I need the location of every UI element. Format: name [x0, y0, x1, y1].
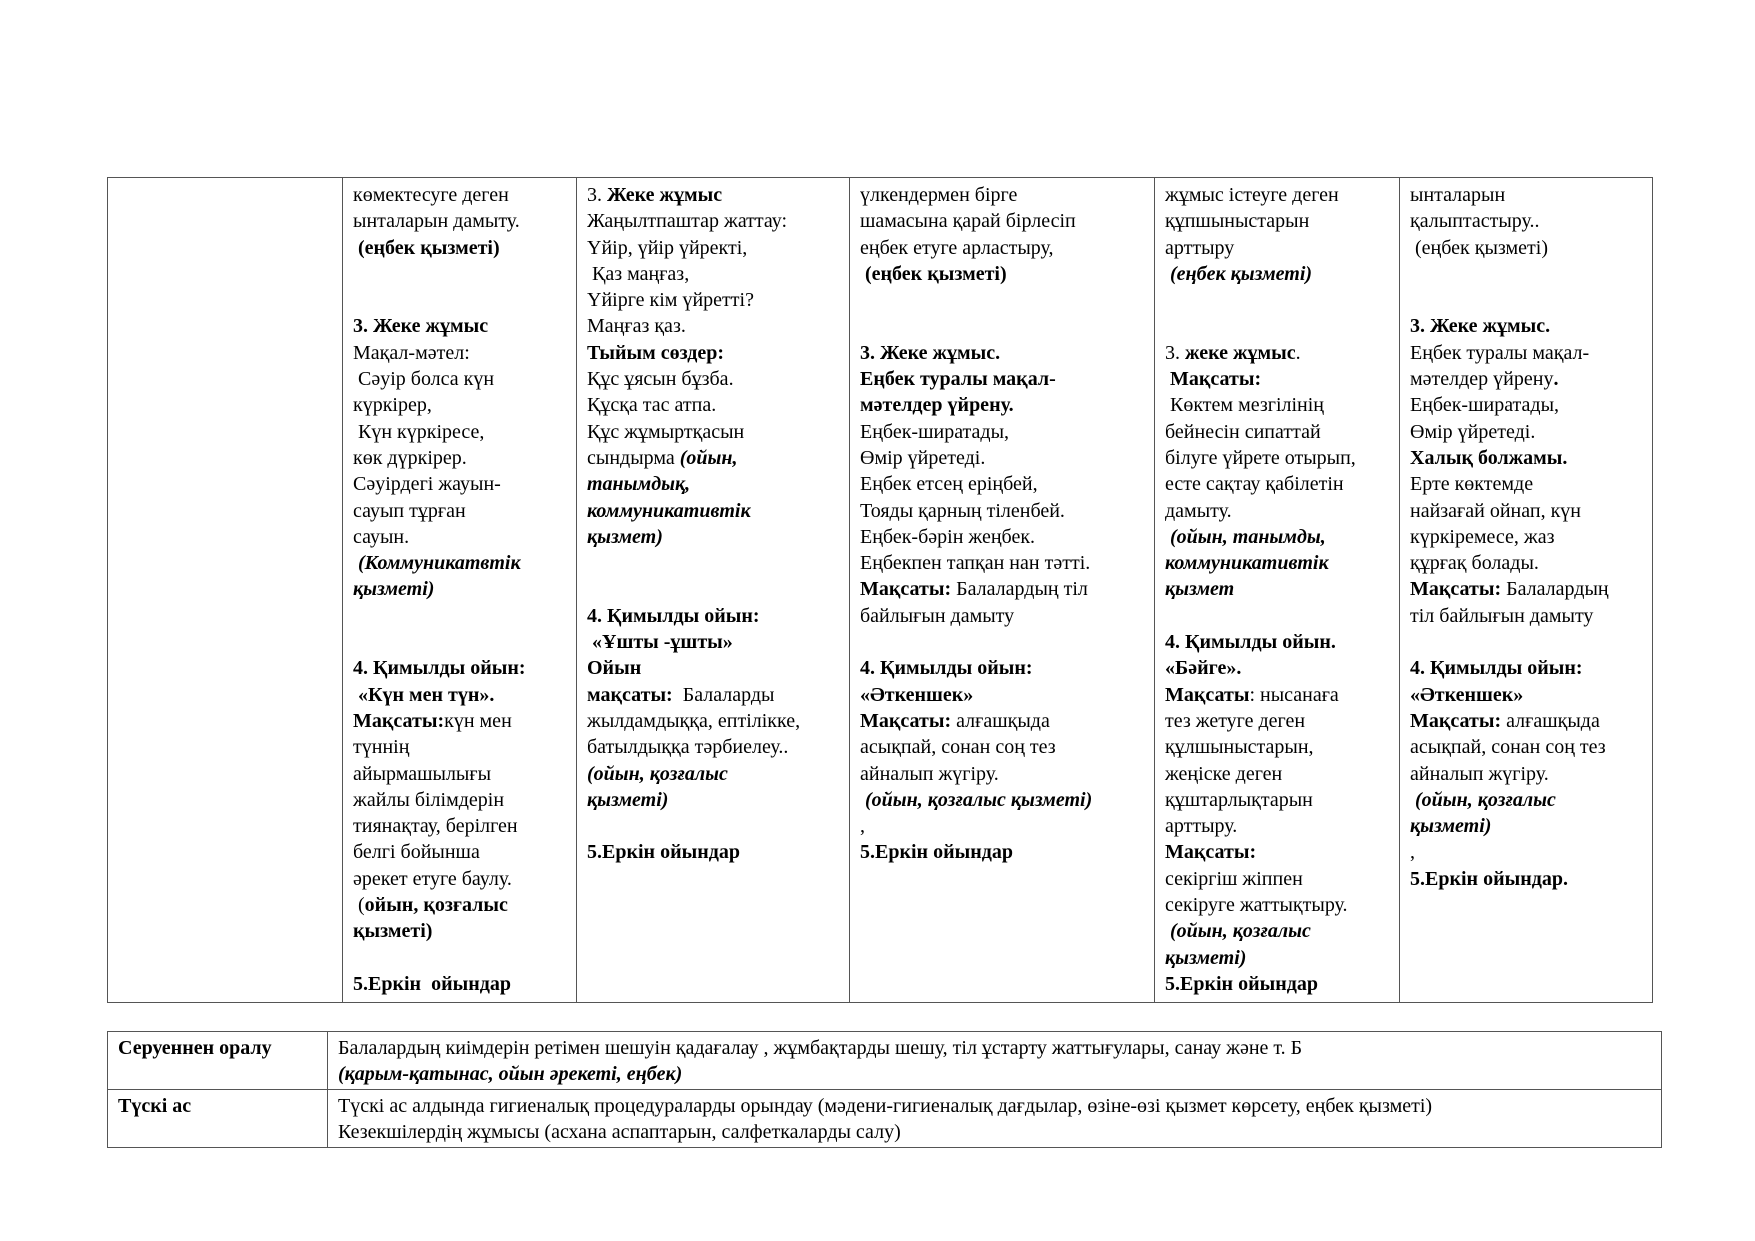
text-run: Мақсаты:: [1410, 709, 1502, 732]
text-line: [1410, 208, 1644, 234]
empty-cell: [108, 178, 343, 1003]
text-line: [353, 445, 568, 471]
table-row: [108, 1032, 1662, 1090]
text-line: [1410, 866, 1644, 892]
text-line: [860, 471, 1146, 497]
text-line: [1165, 182, 1391, 208]
text-run: қалыптастыру..: [1410, 210, 1540, 233]
text-line: [860, 392, 1146, 418]
content-line: Түскі ас алдында гигиеналық процедураларды орындау (мәдени-гигиеналық дағдылар, өзіне-өзі қызмет көрсету, еңбек қызметі): [338, 1095, 1433, 1117]
text-run: еңбек етуге арластыру,: [860, 236, 1054, 259]
blank-line: [1410, 287, 1644, 313]
text-run: қызметі): [353, 920, 433, 943]
text-line: [860, 366, 1146, 392]
text-run: 4. Қимылды ойын.: [1165, 631, 1336, 654]
text-run: 4. Қимылды ойын:: [353, 657, 526, 680]
activity-table: [107, 177, 1653, 1003]
text-run: белгі бойынша: [353, 841, 480, 864]
text-run: 5.Еркін ойындар.: [1410, 867, 1568, 890]
content-line: Кезекшілердің жұмысы (асхана аспаптарын, салфеткаларды салу): [338, 1121, 901, 1143]
text-run: қызмет: [1165, 578, 1235, 601]
text-run: әрекет етуге баулу.: [353, 867, 512, 890]
text-run: (: [353, 894, 365, 917]
text-run: Көктем мезгілінің: [1165, 394, 1325, 417]
text-run: 4. Қимылды ойын:: [860, 657, 1033, 680]
text-line: [353, 655, 568, 681]
text-line: [860, 182, 1146, 208]
text-line: [860, 340, 1146, 366]
text-run: арттыру: [1165, 236, 1235, 259]
text-line: [353, 971, 568, 997]
text-line: [1165, 550, 1391, 576]
text-run: құпшыныстарын: [1165, 210, 1310, 233]
text-line: [860, 419, 1146, 445]
text-run: ,: [1410, 841, 1415, 864]
text-line: [1165, 761, 1391, 787]
text-line: [353, 498, 568, 524]
text-run: құрғақ болады.: [1410, 552, 1539, 575]
text-run: айналып жүгіру.: [1410, 762, 1549, 785]
text-line: [1165, 235, 1391, 261]
text-run: «Күн мен түн».: [353, 683, 495, 706]
blank-line: [353, 945, 568, 971]
text-run: шамасына қарай бірлесіп: [860, 210, 1076, 233]
text-run: Ойын: [587, 657, 642, 680]
text-line: [353, 787, 568, 813]
text-run: Мақсаты:: [1165, 841, 1257, 864]
text-line: [860, 839, 1146, 865]
text-run: (еңбек қызметі): [860, 262, 1007, 285]
text-line: [587, 366, 841, 392]
text-run: түннің: [353, 736, 410, 759]
text-run: қызмет): [587, 525, 663, 548]
text-run: ,: [860, 815, 865, 838]
text-run: есте сақтау қабілетін: [1165, 473, 1344, 496]
text-line: [860, 682, 1146, 708]
text-line: [1410, 524, 1644, 550]
text-line: [1410, 655, 1644, 681]
table-row: [108, 178, 1653, 1003]
content-line: Балалардың киімдерін ретімен шешуін қадағалау , жұмбақтарды шешу, тіл ұстарту жаттығулары, санау және т. Б: [338, 1037, 1303, 1059]
text-line: [860, 761, 1146, 787]
schedule-table: [107, 1031, 1662, 1148]
text-run: Сәуір болса күн: [353, 368, 495, 391]
text-run: Ерте көктемде: [1410, 473, 1534, 496]
row-content: [328, 1090, 1662, 1148]
text-line: [587, 761, 841, 787]
text-run: (еңбек қызметі): [1410, 236, 1549, 259]
blank-line: [353, 629, 568, 655]
text-run: мәтелдер үйрену: [1410, 368, 1554, 391]
text-line: [1410, 313, 1644, 339]
text-run: мақсаты:: [587, 683, 673, 706]
text-run: жеңіске деген: [1165, 762, 1283, 785]
text-line: [860, 787, 1146, 813]
text-run: (ойын, танымды,: [1165, 525, 1326, 548]
text-line: [1410, 471, 1644, 497]
text-run: ынталарын: [1410, 184, 1506, 206]
text-line: [587, 287, 841, 313]
text-run: ойын, қозғалыс: [364, 894, 508, 917]
text-run: Өмір үйретеді.: [1410, 420, 1536, 443]
text-line: [1165, 524, 1391, 550]
blank-line: [860, 287, 1146, 313]
text-run: Балалардың: [1501, 578, 1609, 601]
text-run: қызметі): [1165, 946, 1247, 969]
text-line: [587, 445, 841, 471]
text-run: құлшыныстарын,: [1165, 736, 1314, 759]
text-line: [353, 734, 568, 760]
text-line: [1410, 366, 1644, 392]
text-line: [1165, 208, 1391, 234]
column-cell: [1155, 178, 1400, 1003]
blank-line: [1165, 603, 1391, 629]
text-line: [1410, 235, 1644, 261]
text-run: (ойын,: [679, 446, 738, 469]
text-run: Еңбек-ширатады,: [860, 420, 1010, 443]
text-line: [1410, 576, 1644, 602]
blank-line: [353, 603, 568, 629]
text-run: Мақсаты:: [1165, 368, 1262, 391]
text-line: [353, 392, 568, 418]
text-line: [1165, 655, 1391, 681]
column-cell: [850, 178, 1155, 1003]
text-line: [1165, 866, 1391, 892]
text-run: дамыту.: [1165, 499, 1232, 522]
text-line: [1165, 340, 1391, 366]
text-line: [1165, 839, 1391, 865]
text-line: [1165, 892, 1391, 918]
text-run: көмектесуге деген: [353, 184, 509, 206]
text-line: [587, 261, 841, 287]
text-line: [860, 498, 1146, 524]
text-line: [1165, 945, 1391, 971]
blank-line: [587, 813, 841, 839]
text-run: (ойын, қозғалыс: [1165, 920, 1311, 943]
text-run: (еңбек қызметі): [1165, 262, 1313, 285]
text-run: «Бәйге».: [1165, 657, 1242, 680]
text-line: [860, 576, 1146, 602]
text-run: 5.Еркін ойындар: [1165, 972, 1318, 995]
text-run: секіргіш жіппен: [1165, 867, 1303, 890]
text-line: [1165, 392, 1391, 418]
text-line: [353, 892, 568, 918]
column-cell: [343, 178, 577, 1003]
text-line: [353, 524, 568, 550]
text-line: [587, 182, 841, 208]
row-content: [328, 1032, 1662, 1090]
text-run: Құс жұмыртқасын: [587, 420, 745, 443]
text-run: Еңбек-бәрін жеңбек.: [860, 525, 1036, 548]
text-run: Еңбек етсең еріңбей,: [860, 473, 1038, 496]
text-run: Үйірге кім үйретті?: [587, 289, 754, 312]
text-run: найзағай ойнап, күн: [1410, 499, 1581, 522]
text-run: коммуникативтік: [1165, 552, 1329, 575]
text-run: сындырма: [587, 446, 680, 469]
text-line: [353, 366, 568, 392]
text-run: күркіремесе, жаз: [1410, 525, 1555, 548]
text-line: [587, 839, 841, 865]
text-run: батылдыққа тәрбиелеу..: [587, 736, 789, 759]
text-run: Өмір үйретеді.: [860, 446, 986, 469]
text-run: арттыру.: [1165, 815, 1238, 838]
text-line: [353, 839, 568, 865]
text-line: [1165, 629, 1391, 655]
text-line: [353, 708, 568, 734]
text-run: Еңбек-ширатады,: [1410, 394, 1560, 417]
text-run: секіруге жаттықтыру.: [1165, 894, 1348, 917]
column-cell: [1400, 178, 1653, 1003]
blank-line: [587, 550, 841, 576]
blank-line: [1165, 287, 1391, 313]
text-run: (еңбек қызметі): [353, 236, 500, 259]
text-line: [353, 576, 568, 602]
text-line: [860, 445, 1146, 471]
text-run: бейнесін сипаттай: [1165, 420, 1321, 443]
column-cell: [577, 178, 850, 1003]
blank-line: [860, 629, 1146, 655]
row-label: Серуеннен оралу: [108, 1032, 328, 1090]
text-line: [353, 235, 568, 261]
text-line: [1410, 708, 1644, 734]
text-run: күркірер,: [353, 394, 432, 417]
text-run: қызметі): [353, 578, 435, 601]
text-run: Еңбекпен тапқан нан тәтті.: [860, 552, 1091, 575]
text-run: құштарлықтарын: [1165, 788, 1313, 811]
text-run: : нысанаға: [1249, 683, 1339, 706]
text-line: [587, 313, 841, 339]
text-line: [860, 208, 1146, 234]
text-line: [353, 471, 568, 497]
text-line: [587, 498, 841, 524]
text-line: [587, 629, 841, 655]
text-line: [860, 708, 1146, 734]
text-line: [860, 655, 1146, 681]
text-run: 4. Қимылды ойын:: [1410, 657, 1583, 680]
text-line: [353, 550, 568, 576]
blank-line: [587, 576, 841, 602]
text-run: Күн күркіресе,: [353, 420, 485, 443]
text-run: айналып жүгіру.: [860, 762, 999, 785]
blank-line: [860, 313, 1146, 339]
text-run: «Әткеншек»: [1410, 683, 1524, 706]
text-line: [1165, 445, 1391, 471]
text-line: [860, 235, 1146, 261]
text-line: [1410, 392, 1644, 418]
text-line: [1165, 419, 1391, 445]
text-line: [1410, 340, 1644, 366]
text-run: қызметі): [1410, 815, 1492, 838]
text-line: [587, 603, 841, 629]
text-run: 5.Еркін ойындар: [860, 841, 1013, 864]
text-run: (ойын, қозғалыс: [1410, 788, 1556, 811]
text-run: жылдамдыққа, ептілікке,: [587, 709, 801, 732]
text-line: [1165, 734, 1391, 760]
text-run: тиянақтау, берілген: [353, 815, 518, 838]
blank-line: [1410, 629, 1644, 655]
text-run: жайлы білімдерін: [353, 788, 505, 811]
text-line: [1410, 445, 1644, 471]
text-line: [1165, 787, 1391, 813]
text-run: үлкендермен бірге: [860, 184, 1018, 206]
text-line: [587, 208, 841, 234]
text-line: [860, 734, 1146, 760]
text-line: [1410, 182, 1644, 208]
text-run: Мақсаты:: [860, 709, 952, 732]
text-line: [1410, 550, 1644, 576]
text-run: көк дүркірер.: [353, 446, 467, 469]
text-line: [1165, 708, 1391, 734]
text-run: Халық болжамы.: [1410, 446, 1568, 469]
text-line: [1410, 761, 1644, 787]
text-line: [1165, 366, 1391, 392]
text-run: Балалардың тіл: [951, 578, 1088, 601]
text-line: [353, 682, 568, 708]
text-run: .: [1295, 341, 1301, 364]
text-line: [587, 392, 841, 418]
text-line: [353, 182, 568, 208]
text-run: Жеке жұмыс: [607, 184, 723, 206]
text-run: танымдық,: [587, 473, 691, 496]
text-line: [587, 340, 841, 366]
text-run: қызметі): [587, 788, 669, 811]
text-run: ынталарын дамыту.: [353, 210, 520, 233]
text-line: [1410, 734, 1644, 760]
text-run: жеке жұмыс: [1185, 341, 1296, 364]
text-run: Сәуірдегі жауын-: [353, 473, 501, 496]
text-line: [587, 787, 841, 813]
text-run: Мақал-мәтел:: [353, 341, 470, 364]
text-run: Тыйым сөздер:: [587, 341, 725, 364]
text-run: байлығын дамыту: [860, 604, 1015, 627]
blank-line: [1410, 261, 1644, 287]
row-label: Түскі ас: [108, 1090, 328, 1148]
blank-line: [1165, 313, 1391, 339]
text-run: тез жетуге деген: [1165, 709, 1306, 732]
text-run: 3. Жеке жұмыс.: [860, 341, 1001, 364]
text-run: 5.Еркін ойындар: [587, 841, 740, 864]
text-run: (ойын, қозғалыс: [587, 762, 728, 785]
text-line: [353, 208, 568, 234]
text-line: [353, 761, 568, 787]
text-line: [587, 524, 841, 550]
text-run: Еңбек туралы мақал-: [1410, 341, 1590, 364]
text-line: [1410, 603, 1644, 629]
text-line: [860, 813, 1146, 839]
text-line: [587, 419, 841, 445]
text-run: Құс ұясын бұзба.: [587, 368, 734, 391]
text-line: [587, 471, 841, 497]
text-line: [860, 261, 1146, 287]
text-line: [1165, 498, 1391, 524]
text-line: [353, 813, 568, 839]
text-line: [1410, 419, 1644, 445]
text-run: тіл байлығын дамыту: [1410, 604, 1594, 627]
text-run: Мақсаты: [1165, 683, 1250, 706]
text-run: 3.: [587, 184, 607, 206]
text-line: [587, 655, 841, 681]
text-line: [1165, 918, 1391, 944]
text-run: Мақсаты:: [353, 709, 445, 732]
blank-line: [353, 287, 568, 313]
text-line: [587, 235, 841, 261]
text-run: сауып тұрған: [353, 499, 466, 522]
text-line: [353, 340, 568, 366]
text-line: [1410, 682, 1644, 708]
text-run: Қаз маңғаз,: [587, 262, 690, 285]
text-line: [1410, 839, 1644, 865]
text-run: 5.Еркін ойындар: [353, 972, 511, 995]
text-run: асықпай, сонан соң тез: [1410, 736, 1606, 759]
text-line: [353, 866, 568, 892]
text-line: [860, 524, 1146, 550]
text-run: 3. Жеке жұмыс: [353, 315, 489, 338]
text-run: мәтелдер үйрену.: [860, 394, 1014, 417]
text-run: алғашқыда: [1501, 709, 1600, 732]
text-run: жұмыс істеуге деген: [1165, 184, 1339, 206]
text-run: айырмашылығы: [353, 762, 492, 785]
text-run: коммуникативтік: [587, 499, 751, 522]
text-run: асықпай, сонан соң тез: [860, 736, 1056, 759]
text-run: (Коммуникатвтік: [353, 552, 521, 575]
content-note: (қарым-қатынас, ойын әрекеті, еңбек): [338, 1063, 683, 1085]
text-run: 3. Жеке жұмыс.: [1410, 315, 1551, 338]
text-run: 3.: [1165, 341, 1185, 364]
text-run: сауын.: [353, 525, 410, 548]
text-line: [1410, 787, 1644, 813]
text-run: (ойын, қозғалыс қызметі): [860, 788, 1093, 811]
blank-line: [353, 261, 568, 287]
text-line: [1165, 576, 1391, 602]
text-line: [860, 550, 1146, 576]
text-line: [587, 708, 841, 734]
text-run: күн мен: [444, 709, 512, 732]
text-run: Маңғаз қаз.: [587, 315, 686, 338]
text-run: 4. Қимылды ойын:: [587, 604, 760, 627]
text-run: Жаңылтпаштар жаттау:: [587, 210, 788, 233]
text-line: [860, 603, 1146, 629]
text-run: «Ұшты -ұшты»: [587, 631, 733, 654]
text-run: Еңбек туралы мақал-: [860, 368, 1056, 391]
text-line: [1165, 682, 1391, 708]
text-run: «Әткеншек»: [860, 683, 974, 706]
text-line: [353, 313, 568, 339]
text-run: .: [1553, 368, 1559, 391]
text-run: Құсқа тас атпа.: [587, 394, 717, 417]
text-run: Мақсаты:: [860, 578, 952, 601]
text-run: Мақсаты:: [1410, 578, 1502, 601]
text-run: алғашқыда: [951, 709, 1050, 732]
text-line: [1165, 971, 1391, 997]
text-run: Балаларды: [672, 683, 775, 706]
text-line: [1165, 261, 1391, 287]
text-run: Үйір, үйір үйректі,: [587, 236, 748, 259]
text-line: [1410, 813, 1644, 839]
text-run: білуге үйрете отырып,: [1165, 446, 1356, 469]
table-row: [108, 1090, 1662, 1148]
text-line: [353, 918, 568, 944]
text-line: [1165, 471, 1391, 497]
text-line: [1165, 813, 1391, 839]
text-line: [587, 734, 841, 760]
text-line: [353, 419, 568, 445]
text-line: [587, 682, 841, 708]
text-line: [1410, 498, 1644, 524]
text-run: Тояды қарның тіленбей.: [860, 499, 1065, 522]
